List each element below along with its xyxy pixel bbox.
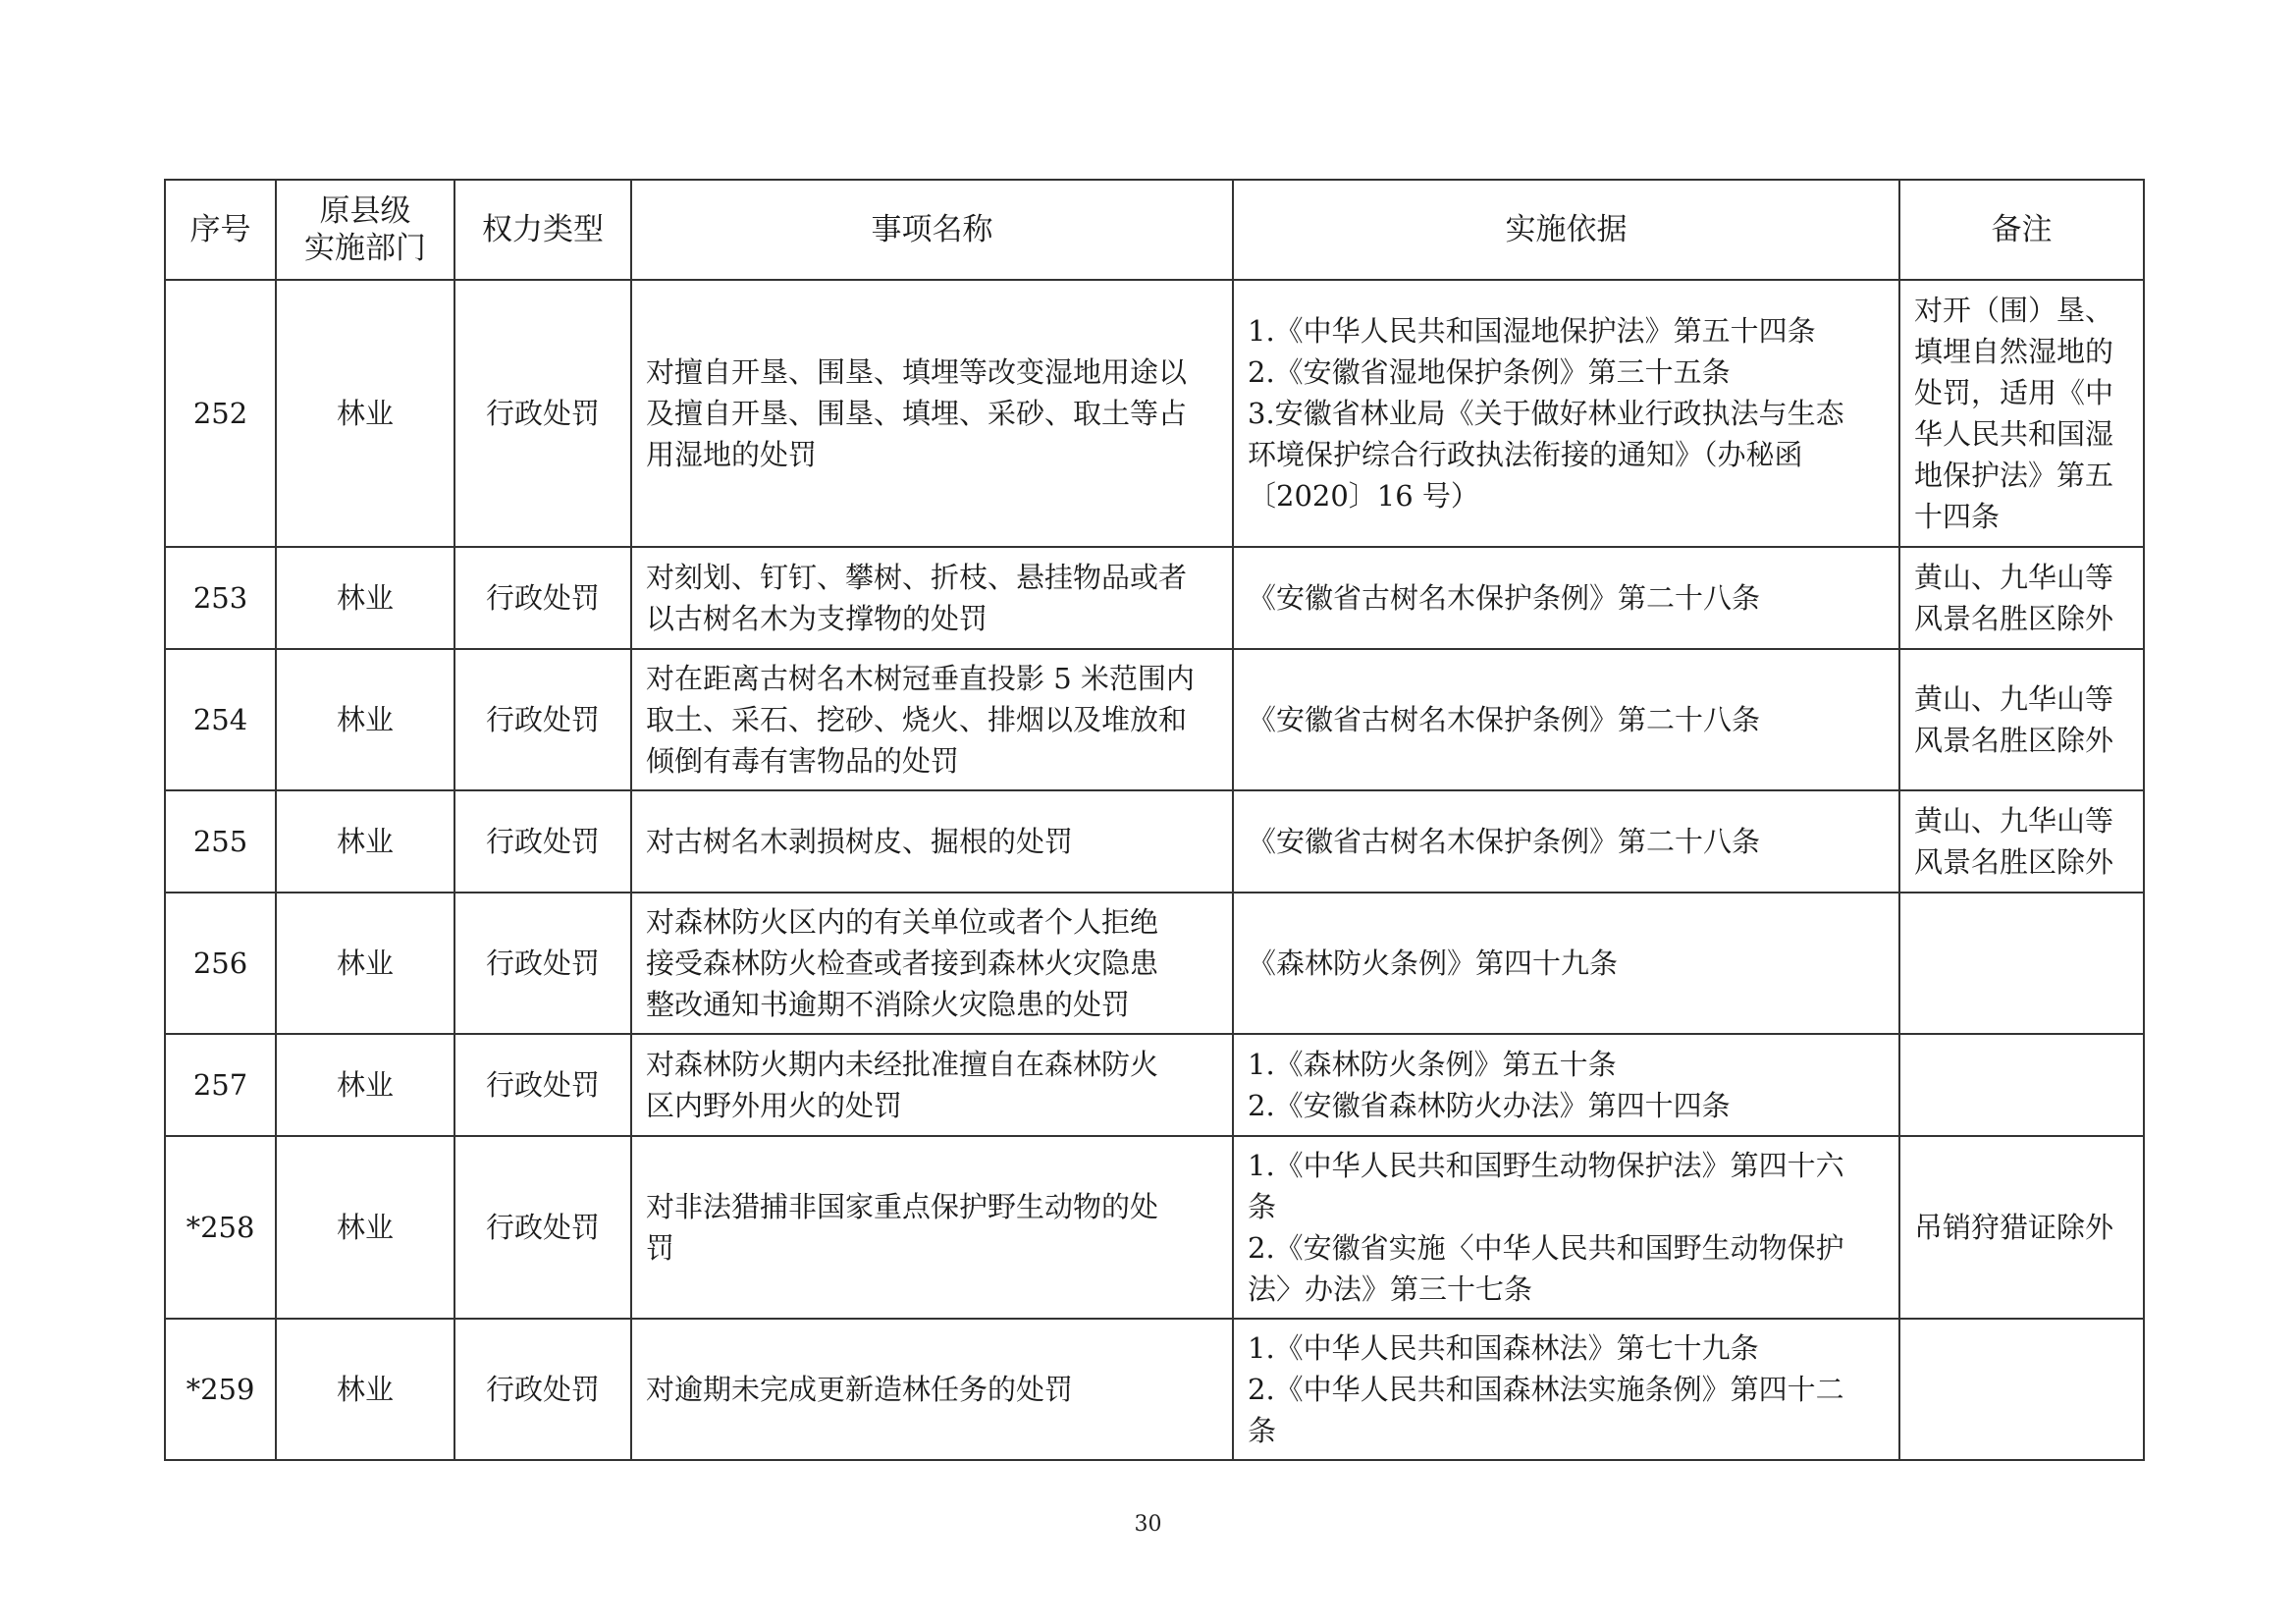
row-dept-cell: 林业	[276, 1319, 454, 1460]
header-basis: 实施依据	[1233, 180, 1899, 280]
row-seq-cell: *259	[165, 1319, 276, 1460]
row-remark-cell-line: 黄山、九华山等	[1914, 561, 2114, 594]
row-dept-cell: 林业	[276, 280, 454, 547]
row-basis-cell-line: 《安徽省古树名木保护条例》第二十八条	[1248, 703, 1761, 736]
table-row	[165, 790, 2144, 893]
row-basis-cell-line: 《安徽省古树名木保护条例》第二十八条	[1248, 825, 1761, 858]
row-remark-cell	[1899, 547, 2144, 649]
row-basis-cell	[1233, 893, 1899, 1034]
row-name-cell-line: 对古树名木剥损树皮、掘根的处罚	[646, 825, 1074, 858]
row-basis-cell	[1233, 1319, 1899, 1460]
row-dept-cell: 林业	[276, 649, 454, 790]
table-row	[165, 1034, 2144, 1136]
row-basis-cell	[1233, 547, 1899, 649]
row-remark-cell-line: 风景名胜区除外	[1914, 845, 2114, 879]
row-type-cell: 行政处罚	[454, 649, 631, 790]
row-seq-cell: 252	[165, 280, 276, 547]
row-basis-cell-line: 2.《安徽省湿地保护条例》第三十五条	[1248, 355, 1731, 389]
row-remark-cell-line: 吊销狩猎证除外	[1914, 1211, 2114, 1244]
row-name-cell-line: 用湿地的处罚	[646, 438, 818, 471]
row-basis-cell-line: 条	[1248, 1190, 1277, 1223]
row-name-cell	[631, 280, 1233, 547]
row-seq-cell: 256	[165, 893, 276, 1034]
row-remark-cell-line: 华人民共和国湿	[1914, 417, 2114, 451]
row-remark-cell-line: 处罚，适用《中	[1914, 376, 2114, 409]
row-remark-cell	[1899, 1319, 2144, 1460]
row-remark-cell	[1899, 280, 2144, 547]
row-dept-cell: 林业	[276, 547, 454, 649]
row-basis-cell	[1233, 790, 1899, 893]
header-dept-line: 实施部门	[304, 231, 426, 266]
row-type-cell: 行政处罚	[454, 790, 631, 893]
row-type-cell: 行政处罚	[454, 280, 631, 547]
table-row	[165, 649, 2144, 790]
row-type-cell: 行政处罚	[454, 893, 631, 1034]
row-basis-cell	[1233, 1034, 1899, 1136]
row-remark-cell-line: 风景名胜区除外	[1914, 724, 2114, 757]
row-name-cell	[631, 1034, 1233, 1136]
row-name-cell-line: 整改通知书逾期不消除火灾隐患的处罚	[646, 988, 1131, 1021]
row-dept-cell: 林业	[276, 790, 454, 893]
row-name-cell	[631, 547, 1233, 649]
row-name-cell-line: 对刻划、钉钉、攀树、折枝、悬挂物品或者	[646, 561, 1188, 594]
row-basis-cell	[1233, 649, 1899, 790]
page-number: 30	[1134, 1512, 1162, 1537]
header-dept-line: 原县级	[319, 193, 411, 229]
row-basis-cell-line: 1.《中华人民共和国湿地保护法》第五十四条	[1248, 314, 1816, 348]
row-name-cell-line: 接受森林防火检查或者接到森林火灾隐患	[646, 947, 1159, 980]
row-basis-cell-line: 1.《中华人民共和国森林法》第七十九条	[1248, 1331, 1759, 1365]
row-basis-cell-line: 2.《安徽省实施〈中华人民共和国野生动物保护	[1248, 1231, 1844, 1265]
table-row	[165, 547, 2144, 649]
row-dept-cell: 林业	[276, 1136, 454, 1319]
row-basis-cell-line: 《森林防火条例》第四十九条	[1248, 947, 1619, 980]
row-remark-cell	[1899, 649, 2144, 790]
row-remark-cell-line: 填埋自然湿地的	[1914, 335, 2114, 368]
row-basis-cell-line: 〔2020〕16 号）	[1248, 479, 1479, 513]
row-name-cell-line: 对在距离古树名木树冠垂直投影 5 米范围内	[646, 662, 1195, 695]
row-name-cell-line: 对非法猎捕非国家重点保护野生动物的处	[646, 1190, 1159, 1223]
row-name-cell-line: 及擅自开垦、围垦、填埋、采砂、取土等占	[646, 397, 1188, 430]
row-type-cell: 行政处罚	[454, 1034, 631, 1136]
row-basis-cell	[1233, 280, 1899, 547]
row-seq-cell: *258	[165, 1136, 276, 1319]
row-name-cell-line: 对擅自开垦、围垦、填埋等改变湿地用途以	[646, 355, 1188, 389]
row-basis-cell-line: 2.《中华人民共和国森林法实施条例》第四十二	[1248, 1373, 1844, 1406]
row-basis-cell	[1233, 1136, 1899, 1319]
row-remark-cell	[1899, 1034, 2144, 1136]
row-name-cell	[631, 649, 1233, 790]
row-name-cell-line: 对森林防火区内的有关单位或者个人拒绝	[646, 905, 1159, 939]
row-name-cell-line: 取土、采石、挖砂、烧火、排烟以及堆放和	[646, 703, 1188, 736]
row-remark-cell-line: 地保护法》第五	[1914, 459, 2114, 492]
header-row	[165, 180, 2144, 280]
row-basis-cell-line: 2.《安徽省森林防火办法》第四十四条	[1248, 1089, 1731, 1122]
header-dept	[276, 180, 454, 280]
row-name-cell-line: 以古树名木为支撑物的处罚	[646, 602, 988, 635]
row-remark-cell	[1899, 893, 2144, 1034]
table-row	[165, 893, 2144, 1034]
row-name-cell	[631, 790, 1233, 893]
row-seq-cell: 254	[165, 649, 276, 790]
row-name-cell-line: 倾倒有毒有害物品的处罚	[646, 744, 960, 778]
row-basis-cell-line: 环境保护综合行政执法衔接的通知》（办秘函	[1248, 438, 1803, 471]
header-seq: 序号	[165, 180, 276, 280]
row-basis-cell-line: 《安徽省古树名木保护条例》第二十八条	[1248, 581, 1761, 615]
row-name-cell-line: 区内野外用火的处罚	[646, 1089, 903, 1122]
row-basis-cell-line: 3.安徽省林业局《关于做好林业行政执法与生态	[1248, 397, 1844, 430]
row-remark-cell-line: 对开（围）垦、	[1914, 294, 2114, 327]
row-seq-cell: 257	[165, 1034, 276, 1136]
row-type-cell: 行政处罚	[454, 547, 631, 649]
row-dept-cell: 林业	[276, 1034, 454, 1136]
row-seq-cell: 255	[165, 790, 276, 893]
row-basis-cell-line: 1.《森林防火条例》第五十条	[1248, 1048, 1617, 1081]
header-name: 事项名称	[631, 180, 1233, 280]
row-remark-cell-line: 十四条	[1914, 500, 2001, 533]
header-type: 权力类型	[454, 180, 631, 280]
row-remark-cell-line: 黄山、九华山等	[1914, 804, 2114, 838]
row-basis-cell-line: 条	[1248, 1414, 1277, 1447]
row-name-cell	[631, 1319, 1233, 1460]
table-row	[165, 280, 2144, 547]
row-name-cell	[631, 893, 1233, 1034]
row-name-cell-line: 对森林防火期内未经批准擅自在森林防火	[646, 1048, 1159, 1081]
row-remark-cell	[1899, 790, 2144, 893]
table-body	[165, 280, 2144, 1460]
row-basis-cell-line: 法〉办法》第三十七条	[1248, 1272, 1533, 1306]
row-dept-cell: 林业	[276, 893, 454, 1034]
row-basis-cell-line: 1.《中华人民共和国野生动物保护法》第四十六	[1248, 1149, 1844, 1182]
table-row	[165, 1136, 2144, 1319]
row-seq-cell: 253	[165, 547, 276, 649]
header-remark: 备注	[1899, 180, 2144, 280]
row-type-cell: 行政处罚	[454, 1136, 631, 1319]
row-name-cell-line: 罚	[646, 1231, 675, 1265]
power-list-table-container	[164, 179, 2143, 1461]
table-row	[165, 1319, 2144, 1460]
power-list-table	[164, 179, 2145, 1461]
row-remark-cell-line: 风景名胜区除外	[1914, 602, 2114, 635]
row-remark-cell	[1899, 1136, 2144, 1319]
row-name-cell-line: 对逾期未完成更新造林任务的处罚	[646, 1373, 1074, 1406]
row-type-cell: 行政处罚	[454, 1319, 631, 1460]
row-name-cell	[631, 1136, 1233, 1319]
row-remark-cell-line: 黄山、九华山等	[1914, 682, 2114, 716]
